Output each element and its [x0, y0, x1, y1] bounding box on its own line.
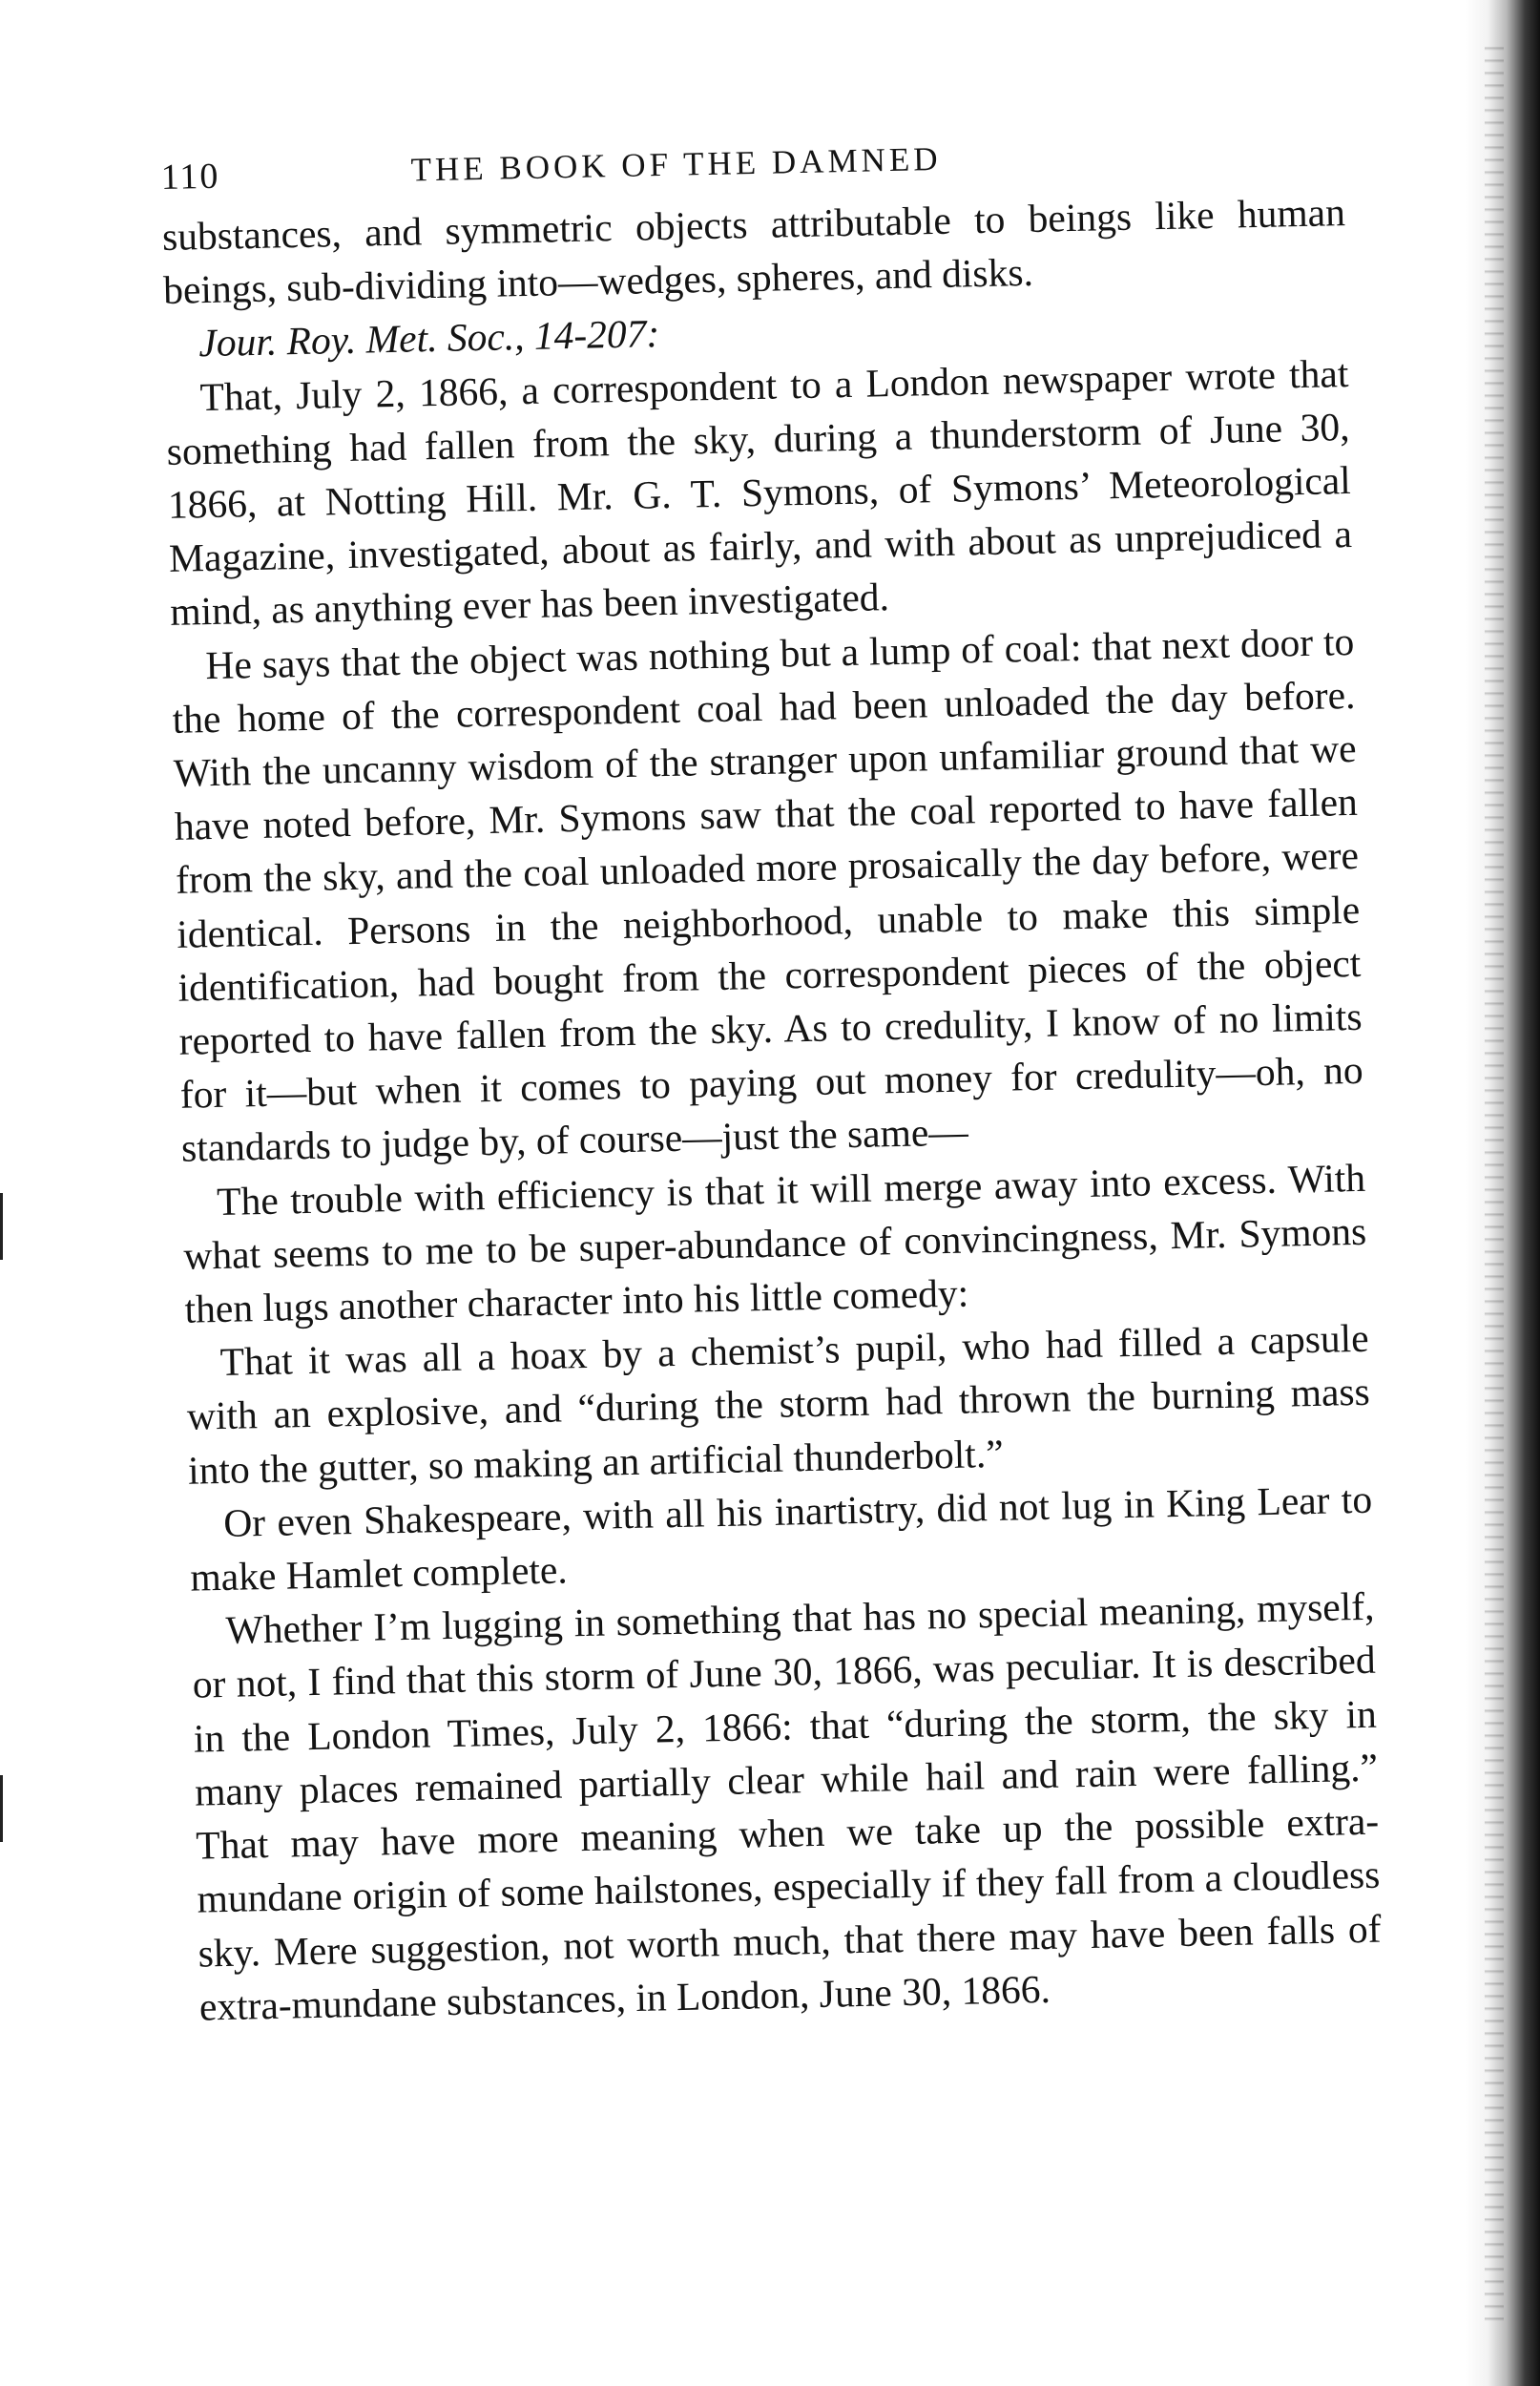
- book-title: THE BOOK OF THE DAMNED: [410, 139, 942, 189]
- paragraph-lump-of-coal: He says that the object was nothing but a lump of coal: that next door to the home of the correspondent coal had been unloaded the day before. With the uncanny wisdom of the stranger upon unfamiliar ground that we have noted before, Mr. Symons saw that the coal reported to have fallen from the sky, and the coal unloaded more prosaically the day before, were identical. Persons in the neighborhood, unable to make this simple identification, had bought from the correspondent pieces of the object reported to have fallen from the sky. As to credulity, I know of no limits for it—but when it comes to paying out money for credulity—oh, no standards to judge by, of course—just the same—: [172, 618, 1364, 1171]
- page-edge-mark: [0, 1193, 3, 1260]
- paragraph-continued: substances, and symmetric objects attributable to beings like human beings, sub-dividing into—wedges, spheres, and disks.: [161, 190, 1346, 313]
- paragraph-storm-peculiar: Whether I’m lugging in something that has no special meaning, myself, or not, I find that this storm of June 30, 1866, was peculiar. It is described in the London Times, July 2, 1866: that “during the storm, the sky in many places remained partially clear while hail and rain were falling.” That may have more meaning when we take up the possible extra-mundane origin of some hailstones, especially if they fall from a cloudless sky. Mere suggestion, not worth much, that there may have been falls of extra-mundane substances, in London, June 30, 1866.: [192, 1583, 1382, 2029]
- page-gutter-texture: [1485, 38, 1504, 2329]
- paragraph-hoax: That it was all a hoax by a chemist’s pupil, who had filled a capsule with an explosive, and “during the storm had thrown the burning mass into the gutter, so making an artificial thunderbolt.”: [186, 1316, 1371, 1493]
- page-number: 110: [160, 156, 220, 198]
- paragraph-shakespeare: Or even Shakespeare, with all his inartistry, did not lug in King Lear to make Hamlet complete.: [189, 1476, 1373, 1600]
- paragraph-citation: Jour. Roy. Met. Soc., 14-207:: [198, 311, 660, 366]
- paragraph-notting-hill: That, July 2, 1866, a correspondent to a London newspaper wrote that something had fallen from the sky, during a thunderstorm of June 30, 1866, at Notting Hill. Mr. G. T. Symons, of Symons’ Meteorological Magazine, investigated, about as fairly, and with about as unprejudiced a mind, as anything ever has been investigated.: [166, 350, 1353, 635]
- page-text-block: [160, 118, 1383, 2033]
- page-edge-mark: [0, 1775, 3, 1842]
- paragraph-efficiency: The trouble with efficiency is that it will merge away into excess. With what seems to me to be super-abundance of convincingness, Mr. Symons then lugs another character into his little comedy:: [182, 1155, 1367, 1331]
